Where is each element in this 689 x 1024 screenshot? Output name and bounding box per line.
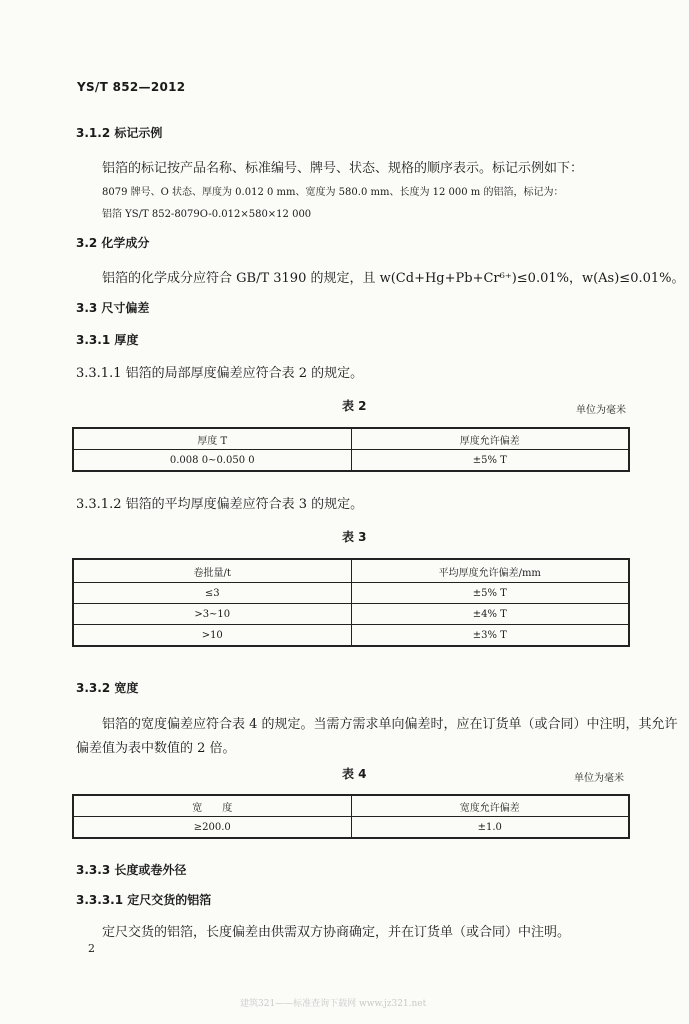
table-row xyxy=(73,450,629,472)
marking-example-line-2: 铝箔 YS/T 852-8079O-0.012×580×12 000 xyxy=(102,209,312,220)
table-header-cell: 厚度允许偏差 xyxy=(351,428,629,450)
table-header-cell: 宽度允许偏差 xyxy=(351,795,629,817)
table-row xyxy=(73,625,629,647)
table-cell: ±1.0 xyxy=(351,817,629,839)
table-cell: ±4% T xyxy=(351,604,629,625)
section-3-2-paragraph: 铝箔的化学成分应符合 GB/T 3190 的规定，且 w(Cd+Hg+Pb+Cr⁶⁺)≤0.01%，w(As)≤0.01%。 xyxy=(102,271,685,286)
table-cell: ±5% T xyxy=(351,450,629,472)
section-3-3-title: 3.3 尺寸偏差 xyxy=(76,301,150,315)
section-3-3-1-1-text: 3.3.1.1 铝箔的局部厚度偏差应符合表 2 的规定。 xyxy=(76,366,364,381)
table-header-cell: 宽 度 xyxy=(73,795,351,817)
section-3-3-3-1-title: 3.3.3.1 定尺交货的铝箔 xyxy=(76,893,212,907)
table-cell: >3~10 xyxy=(73,604,351,625)
watermark-text: 建筑321——标准查询下载网 www.jz321.net xyxy=(240,999,427,1009)
table-header-cell: 卷批量/t xyxy=(73,559,351,583)
table-2 xyxy=(72,427,630,472)
table-row xyxy=(73,817,629,839)
section-3-3-2-paragraph-line-2: 偏差值为表中数值的 2 倍。 xyxy=(76,741,236,756)
section-3-3-2-paragraph-line-1: 铝箔的宽度偏差应符合表 4 的规定。当需方需求单向偏差时，应在订货单（或合同）中注明，其允许 xyxy=(102,717,678,732)
marking-example-line-1: 8079 牌号、O 状态、厚度为 0.012 0 mm、宽度为 580.0 mm、长度为 12 000 m 的铝箔，标记为： xyxy=(102,187,564,198)
table-2-caption: 表 2 xyxy=(342,399,367,413)
table-4-unit-note: 单位为毫米 xyxy=(574,773,624,784)
table-cell: 0.008 0~0.050 0 xyxy=(73,450,351,472)
section-3-3-2-title: 3.3.2 宽度 xyxy=(76,681,139,695)
section-3-2-title: 3.2 化学成分 xyxy=(76,236,150,250)
section-3-3-1-2-text: 3.3.1.2 铝箔的平均厚度偏差应符合表 3 的规定。 xyxy=(76,497,364,512)
section-3-1-2-title: 3.1.2 标记示例 xyxy=(76,126,163,140)
table-3 xyxy=(72,558,630,647)
table-4 xyxy=(72,794,630,839)
table-2-unit-note: 单位为毫米 xyxy=(576,405,626,416)
section-3-1-2-paragraph: 铝箔的标记按产品名称、标准编号、牌号、状态、规格的顺序表示。标记示例如下： xyxy=(102,161,584,176)
table-cell: ≥200.0 xyxy=(73,817,351,839)
table-cell: ±5% T xyxy=(351,583,629,604)
table-cell: ≤3 xyxy=(73,583,351,604)
table-cell: ±3% T xyxy=(351,625,629,647)
standard-code-header: YS/T 852—2012 xyxy=(77,80,186,94)
table-row xyxy=(73,604,629,625)
table-cell: >10 xyxy=(73,625,351,647)
table-header-cell: 厚度 T xyxy=(73,428,351,450)
table-3-caption: 表 3 xyxy=(342,530,367,544)
section-3-3-1-title: 3.3.1 厚度 xyxy=(76,333,139,347)
table-header-cell: 平均厚度允许偏差/mm xyxy=(351,559,629,583)
section-3-3-3-title: 3.3.3 长度或卷外径 xyxy=(76,863,187,877)
section-3-3-3-1-paragraph: 定尺交货的铝箔，长度偏差由供需双方协商确定，并在订货单（或合同）中注明。 xyxy=(102,925,571,940)
page-number: 2 xyxy=(88,942,95,955)
table-header-row xyxy=(73,559,629,583)
table-header-row xyxy=(73,428,629,450)
table-4-caption: 表 4 xyxy=(342,767,367,781)
table-row xyxy=(73,583,629,604)
table-header-row xyxy=(73,795,629,817)
